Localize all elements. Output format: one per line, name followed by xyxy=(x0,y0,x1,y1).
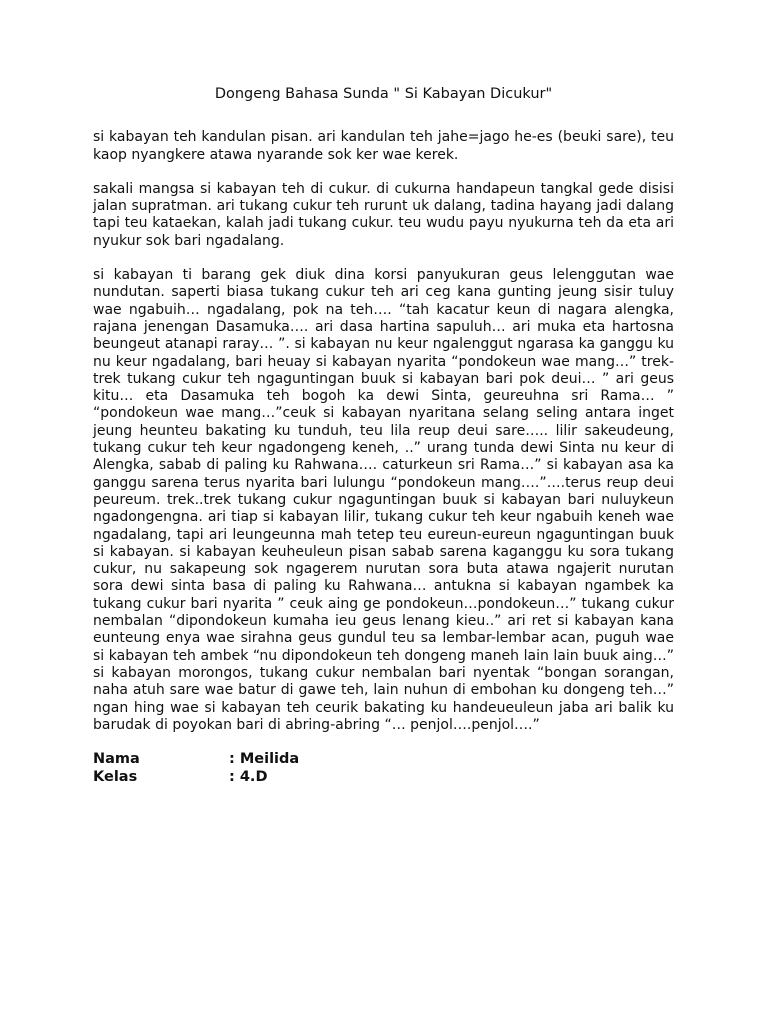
class-row xyxy=(93,769,674,787)
name-label: Nama xyxy=(93,751,140,768)
class-label: Kelas xyxy=(93,768,138,785)
paragraph-setting: sakali mangsa si kabayan teh di cukur. di cukurna handapeun tangkal gede disisi jalan supratman. ari tukang cukur teh rurunt uk dalang, tadina hayang jadi dalang tapi teu kataekan, kalah jadi tukang cukur. teu wudu payu nyukurna teh da eta ari nyukur sok bari ngadalang. xyxy=(93,180,674,249)
author-info xyxy=(93,751,674,786)
class-value: : 4.D xyxy=(229,768,268,785)
name-row xyxy=(93,751,674,769)
document-title: Dongeng Bahasa Sunda " Si Kabayan Dicukur" xyxy=(214,86,553,102)
document-page xyxy=(93,86,674,786)
name-value: : Meilida xyxy=(229,751,300,768)
paragraph-story: si kabayan ti barang gek diuk dina korsi panyukuran geus lelenggutan wae nundutan. saperti biasa tukang cukur teh ari ceg kana gunting jeung sisir tuluy wae ngabuih… ngadalang, pok na teh…. “tah kacatur keun di nagara alengka, rajana jenengan Dasamuka…. ari dasa hartina sapuluh… ari muka eta hartosna beungeut atanapi raray… ”. si kabayan nu keur ngalenggut ngarasa ka ganggu ku nu keur ngadalang, bari heuay si kabayan nyarita “pondokeun wae mang…” trek-trek tukang cukur teh ngaguntingan buuk si kabayan bari pok deui… ” ari geus kitu… eta Dasamuka teh bogoh ka dewi Sinta, geureuhna sri Rama… ” “pondokeun wae mang…”ceuk si kabayan nyaritana selang seling antara inget jeung heunteu bakating ku tunduh, teu lila reup deui sare….. lilir sakeudeung, tukang cukur teh keur ngadongeng keneh, ..” urang tunda dewi Sinta nu keur di Alengka, sabab di paling ku Rahwana…. caturkeun sri Rama…” si kabayan asa ka ganggu sarena terus nyarita bari lulungu “pondokeun mang….”….terus reup deui peureum. trek..trek tukang cukur ngaguntingan buuk si kabayan bari nuluykeun ngadongengna. ari tiap si kabayan lilir, tukang cukur teh keur ngabuih keneh wae ngadalang, tapi ari leungeunna mah tetep teu eureun-eureun ngaguntingan buuk si kabayan. si kabayan keuheuleun pisan sabab sarena kaganggu ku sora tukang cukur, nu sakapeung sok ngagerem nurutan sora buta atawa ngajerit nurutan sora dewi sinta basa di paling ku Rahwana… antukna si kabayan ngambek ka tukang cukur bari nyarita ” ceuk aing ge pondokeun…pondokeun…” tukang cukur nembalan “dipondokeun kumaha ieu geus lenang kieu..” ari ret si kabayan kana eunteung enya wae sirahna geus gundul teu sa lembar-lembar acan, puguh wae si kabayan teh ambek “nu dipondokeun teh dongeng maneh lain lain buuk aing…” si kabayan morongos, tukang cukur nembalan bari nyentak “bongan sorangan, naha atuh sare wae batur di gawe teh, lain nuhun di embohan ku dongeng teh…” ngan hing wae si kabayan teh ceurik bakating ku handeueuleun jaba ari balik ku barudak di poyokan bari di abring-abring “… penjol….penjol….” xyxy=(93,267,674,733)
paragraph-intro: si kabayan teh kandulan pisan. ari kandulan teh jahe=jago he-es (beuki sare), teu kaop nyangkere atawa nyarande sok ker wae kerek. xyxy=(93,129,674,163)
